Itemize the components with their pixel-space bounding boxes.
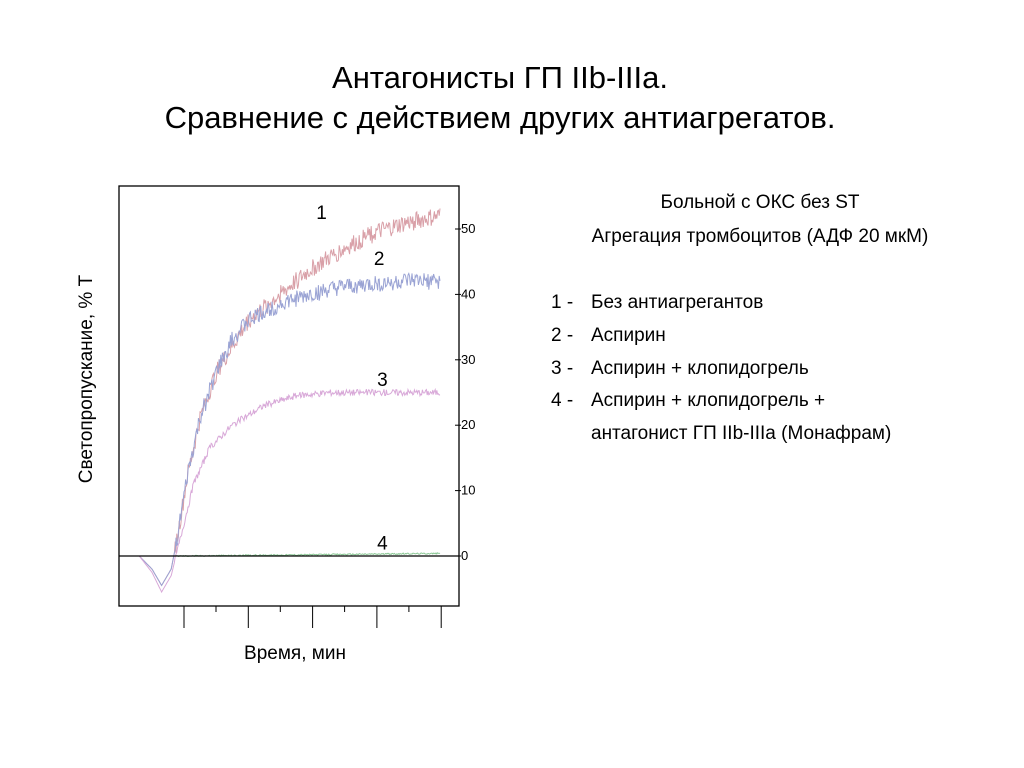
legend-text: Аспирин — [591, 325, 666, 346]
curve-label-4: 4 — [377, 533, 388, 555]
legend-num: 3 - — [551, 358, 574, 379]
legend-num: 4 - — [551, 390, 574, 411]
y-tick-label: 30 — [461, 351, 476, 367]
curve-label-3: 3 — [377, 369, 388, 391]
series-group — [120, 209, 440, 593]
title-line-1: Антагонисты ГП IIb-IIIa. — [332, 60, 668, 95]
legend-num: 1 - — [551, 292, 574, 313]
title-line-2: Сравнение с действием других антиагрегатов. — [164, 100, 836, 135]
legend-item-1 — [551, 292, 763, 314]
legend-text: Без антиагрегантов — [591, 292, 764, 313]
legend-item-4 — [551, 390, 825, 412]
curve-label-1: 1 — [316, 203, 327, 225]
legend-item-3 — [551, 358, 809, 380]
legend-text: Аспирин + клопидогрель — [591, 358, 809, 379]
y-axis-ticks — [455, 221, 475, 563]
series-2-line — [120, 273, 440, 585]
y-tick-label: 40 — [461, 286, 476, 302]
x-axis-label: Время, мин — [244, 643, 346, 664]
y-tick-label: 50 — [461, 221, 476, 236]
y-tick-label: 20 — [461, 417, 476, 433]
test-info: Агрегация тромбоцитов (АДФ 20 мкМ) — [591, 226, 929, 247]
patient-info: Больной с ОКС без ST — [660, 192, 860, 213]
legend-text: Аспирин + клопидогрель + — [591, 390, 826, 411]
legend-text: антагонист ГП IIb-IIIa (Монафрам) — [591, 423, 892, 444]
legend-num: 2 - — [551, 325, 574, 346]
legend-item-4-continued — [591, 423, 891, 445]
y-tick-label: 0 — [461, 548, 469, 563]
y-axis-label: Светопропускание, % Т — [76, 274, 97, 484]
curve-label-2: 2 — [373, 248, 385, 270]
series-3-line — [120, 389, 440, 592]
x-axis-ticks — [184, 606, 441, 628]
legend-item-2 — [551, 325, 666, 347]
y-tick-label: 10 — [461, 482, 476, 498]
